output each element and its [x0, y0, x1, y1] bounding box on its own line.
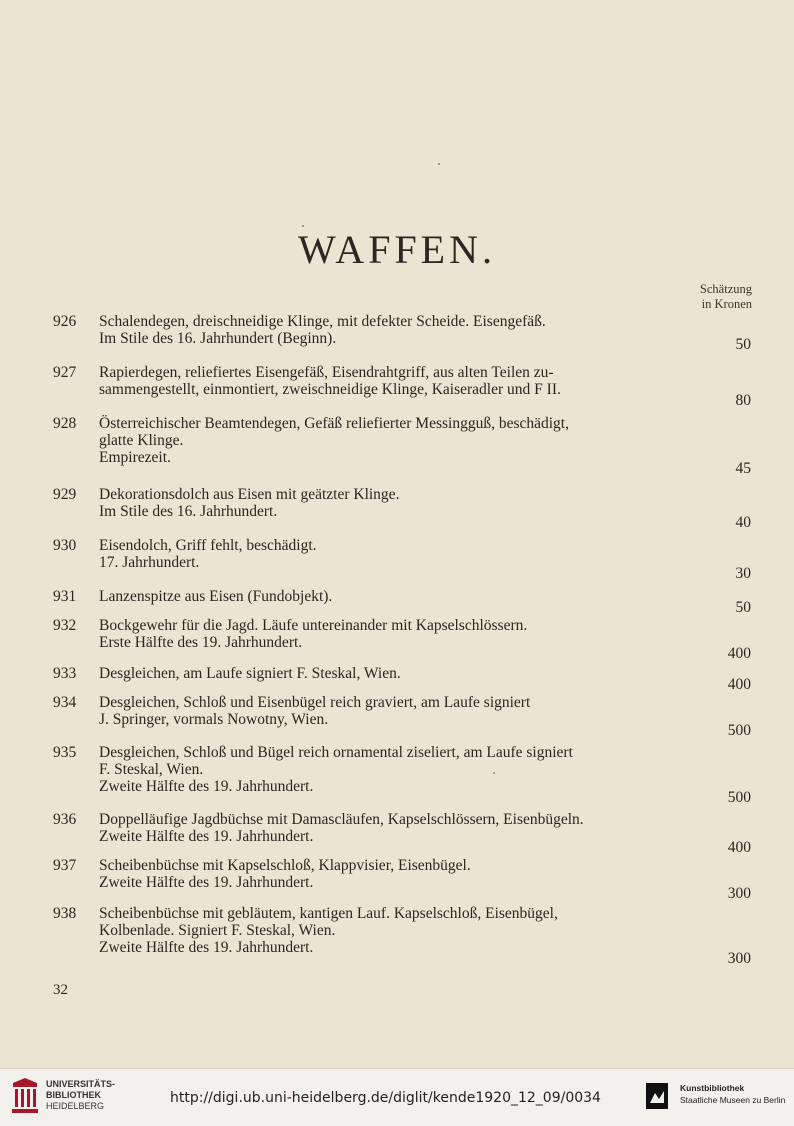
kb-line2: Staatliche Museen zu Berlin — [680, 1095, 786, 1105]
lot-number: 929 — [53, 486, 77, 503]
description-line: Doppelläufige Jagdbüchse mit Damascläufen, Kapselschlössern, Eisenbügeln. — [99, 811, 584, 828]
description-line: Eisendolch, Griff fehlt, beschädigt. — [99, 537, 317, 554]
estimate-header-line1: Schätzung — [699, 282, 752, 296]
lot-number: 934 — [53, 694, 77, 711]
description-line: sammengestellt, einmontiert, zweischneidige Klinge, Kaiseradler und F II. — [99, 381, 561, 398]
lot-description — [99, 415, 685, 466]
description-line: Zweite Hälfte des 19. Jahrhundert. — [99, 778, 314, 795]
kunstbibliothek-label[interactable] — [680, 1082, 785, 1106]
lot-number: 926 — [53, 313, 77, 330]
description-line: Lanzenspitze aus Eisen (Fundobjekt). — [99, 588, 333, 605]
digitization-footer — [0, 1068, 794, 1126]
page-title: WAFFEN. — [297, 227, 497, 272]
lot-number: 933 — [53, 665, 77, 682]
description-line: Empirezeit. — [99, 449, 171, 466]
lot-description — [99, 364, 685, 398]
lot-number: 937 — [53, 857, 77, 874]
description-line: Dekorationsdolch aus Eisen mit geätzter Klinge. — [99, 486, 400, 503]
lot-number: 931 — [53, 588, 77, 605]
lot-description — [99, 313, 685, 347]
lot-number: 928 — [53, 415, 77, 432]
description-line: J. Springer, vormals Nowotny, Wien. — [99, 711, 329, 728]
lot-number: 927 — [53, 364, 77, 381]
lot-description — [99, 588, 685, 605]
estimate-price: 500 — [727, 789, 751, 806]
ub-line1: UNIVERSITÄTS- — [46, 1079, 116, 1089]
ub-line2: BIBLIOTHEK — [46, 1090, 101, 1100]
estimate-price: 400 — [727, 645, 751, 662]
lot-description — [99, 857, 685, 891]
estimate-price: 40 — [735, 514, 751, 531]
kb-line1: Kunstbibliothek — [680, 1083, 745, 1093]
description-line: Zweite Hälfte des 19. Jahrhundert. — [99, 828, 314, 845]
description-line: Zweite Hälfte des 19. Jahrhundert. — [99, 874, 314, 891]
kunstbibliothek-logo-icon[interactable] — [646, 1083, 668, 1109]
estimate-header-line2: in Kronen — [701, 297, 752, 311]
lot-description — [99, 744, 685, 795]
lot-description — [99, 811, 685, 845]
estimate-price: 400 — [727, 676, 751, 693]
lot-number: 936 — [53, 811, 77, 828]
ub-heidelberg-label[interactable] — [46, 1079, 115, 1112]
estimate-price: 400 — [727, 839, 751, 856]
description-line: Im Stile des 16. Jahrhundert (Beginn). — [99, 330, 337, 347]
page-number: 32 — [53, 982, 68, 998]
estimate-price: 80 — [735, 392, 751, 409]
lot-number: 930 — [53, 537, 77, 554]
ub-line3: HEIDELBERG — [46, 1101, 105, 1111]
description-line: Desgleichen, am Laufe signiert F. Steskal, Wien. — [99, 665, 401, 682]
description-line: F. Steskal, Wien. — [99, 761, 204, 778]
description-line: glatte Klinge. — [99, 432, 184, 449]
description-line: Rapierdegen, reliefiertes Eisengefäß, Eisendrahtgriff, aus alten Teilen zu- — [99, 364, 554, 381]
description-line: Österreichischer Beamtendegen, Gefäß reliefierter Messingguß, beschädigt, — [99, 415, 569, 432]
permalink-url[interactable]: http://digi.ub.uni-heidelberg.de/diglit/kende1920_12_09/0034 — [170, 1090, 601, 1106]
estimate-price: 500 — [727, 722, 751, 739]
estimate-price: 50 — [735, 599, 751, 616]
description-line: Bockgewehr für die Jagd. Läufe untereinander mit Kapselschlössern. — [99, 617, 528, 634]
description-line: Im Stile des 16. Jahrhundert. — [99, 503, 278, 520]
lot-number: 935 — [53, 744, 77, 761]
estimate-price: 45 — [735, 460, 751, 477]
description-line: Schalendegen, dreischneidige Klinge, mit defekter Scheide. Eisengefäß. — [99, 313, 546, 330]
estimate-column-header — [700, 282, 752, 312]
description-line: Erste Hälfte des 19. Jahrhundert. — [99, 634, 303, 651]
estimate-price: 50 — [735, 336, 751, 353]
lot-description — [99, 486, 685, 520]
description-line: Zweite Hälfte des 19. Jahrhundert. — [99, 939, 314, 956]
lot-number: 932 — [53, 617, 77, 634]
description-line: 17. Jahrhundert. — [99, 554, 200, 571]
description-line: Scheibenbüchse mit Kapselschloß, Klappvisier, Eisenbügel. — [99, 857, 471, 874]
lot-description — [99, 905, 685, 956]
estimate-price: 300 — [727, 885, 751, 902]
lot-number: 938 — [53, 905, 77, 922]
ub-heidelberg-logo-icon[interactable] — [10, 1077, 40, 1117]
estimate-price: 30 — [735, 565, 751, 582]
lot-description — [99, 694, 685, 728]
estimate-price: 300 — [727, 950, 751, 967]
description-line: Desgleichen, Schloß und Eisenbügel reich graviert, am Laufe signiert — [99, 694, 531, 711]
description-line: Scheibenbüchse mit gebläutem, kantigen Lauf. Kapselschloß, Eisenbügel, — [99, 905, 558, 922]
paper-speck — [438, 163, 440, 165]
lot-description — [99, 617, 685, 651]
description-line: Desgleichen, Schloß und Bügel reich ornamental ziseliert, am Laufe signiert — [99, 744, 573, 761]
lot-description — [99, 537, 685, 571]
lot-description — [99, 665, 685, 682]
description-line: Kolbenlade. Signiert F. Steskal, Wien. — [99, 922, 336, 939]
